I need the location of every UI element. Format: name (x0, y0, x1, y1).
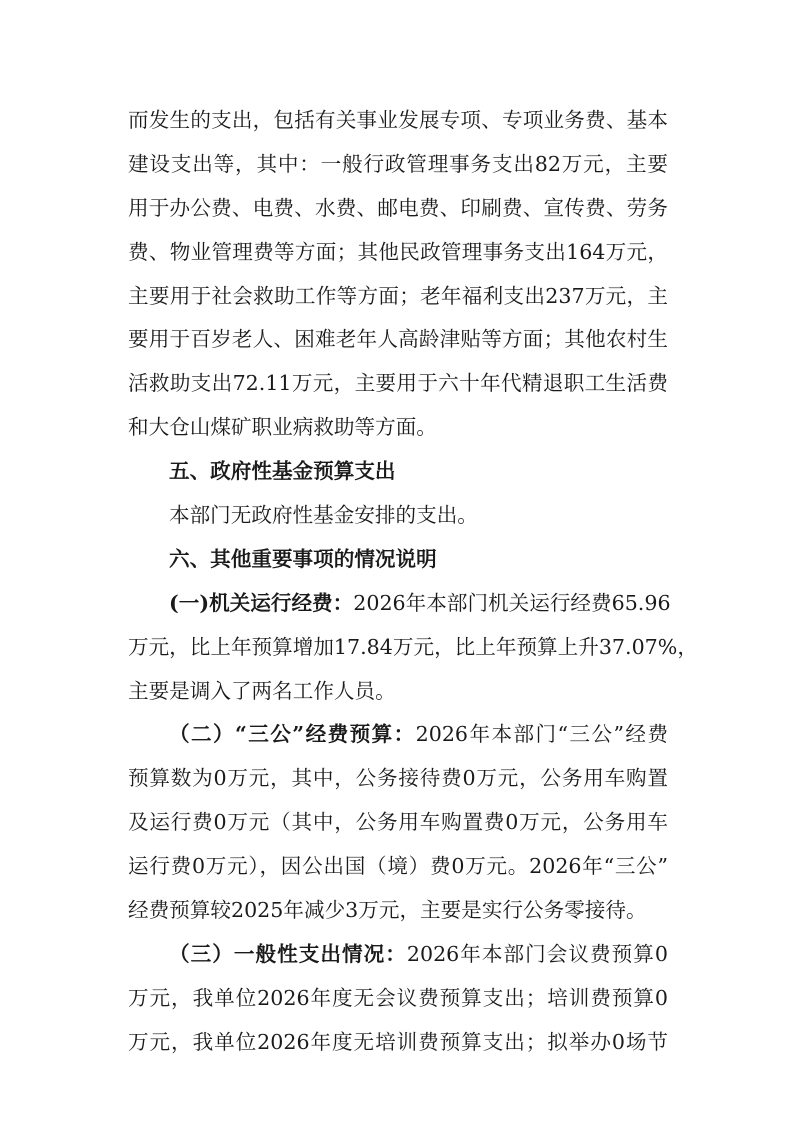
text-line: 而发生的支出，包括有关事业发展专项、专项业务费、基本 (128, 108, 668, 132)
text-line: 要用于百岁老人、困难老年人高龄津贴等方面；其他农村生 (128, 327, 668, 352)
text-line: 和大仓山煤矿职业病救助等方面。 (128, 415, 437, 440)
item-1-text: 2026年本部门机关运行经费65.96 (353, 590, 671, 615)
text-line: 万元，我单位2026年度无培训费预算支出；拟举办0场节 (128, 1029, 668, 1054)
item-3-label: （三）一般性支出情况： (169, 941, 407, 966)
text-line: 活救助支出72.11万元，主要用于六十年代精退职工生活费 (128, 371, 668, 396)
section-heading-6: 六、其他重要事项的情况说明 (169, 546, 437, 571)
text-line: 费、物业管理费等方面；其他民政管理事务支出164万元， (128, 239, 668, 264)
item-1-label: (一)机关运行经费： (169, 590, 354, 615)
text-line: 主要用于社会救助工作等方面；老年福利支出237万元，主 (128, 283, 668, 308)
item-1-first-line (128, 582, 671, 626)
text-line: 预算数为0万元，其中，公务接待费0万元，公务用车购置 (128, 766, 668, 791)
text-line: 万元，比上年预算增加17.84万元，比上年预算上升37.07%， (128, 634, 698, 659)
text-line: 用于办公费、电费、水费、邮电费、印刷费、宣传费、劳务 (128, 195, 668, 220)
section-heading-5: 五、政府性基金预算支出 (169, 459, 396, 484)
item-3-first-line (128, 933, 668, 977)
text-line: 及运行费0万元（其中，公务用车购置费0万元，公务用车 (128, 810, 668, 835)
item-2-label: （二）“三公”经费预算： (169, 722, 416, 747)
text-line: 万元，我单位2026年度无会议费预算支出；培训费预算0 (128, 985, 668, 1010)
document-page (128, 99, 698, 1065)
text-line: 经费预算较2025年减少3万元，主要是实行公务零接待。 (128, 898, 647, 923)
item-2-first-line (128, 713, 668, 757)
section-5-text: 本部门无政府性基金安排的支出。 (169, 503, 478, 528)
text-line: 运行费0万元），因公出国（境）费0万元。2026年“三公” (128, 854, 668, 879)
item-3-text: 2026年本部门会议费预算0 (406, 941, 669, 966)
text-line: 建设支出等，其中：一般行政管理事务支出82万元，主要 (128, 151, 668, 176)
item-2-text: 2026年本部门“三公”经费 (415, 722, 668, 747)
text-line: 主要是调入了两名工作人员。 (128, 678, 396, 703)
